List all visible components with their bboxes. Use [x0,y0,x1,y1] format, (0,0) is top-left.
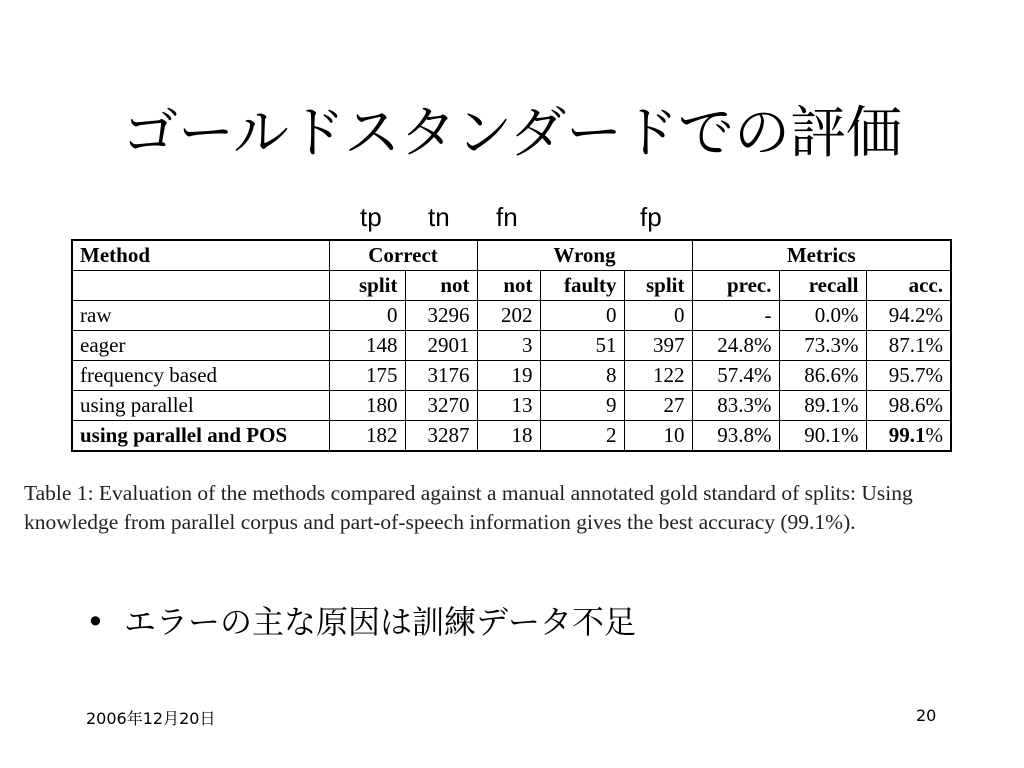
cell-recall: 0.0% [779,301,866,331]
cell-acc: 95.7% [866,361,951,391]
cell-prec: 57.4% [692,361,779,391]
best-acc-unit: % [925,423,944,447]
row-method: frequency based [72,361,329,391]
subheader-wrong-not: not [477,271,540,301]
header-metrics: Metrics [692,240,951,271]
cell-wrong-faulty: 51 [540,331,624,361]
subheader-correct-split: split [329,271,405,301]
subheader-prec: prec. [692,271,779,301]
subheader-acc: acc. [866,271,951,301]
row-method: using parallel [72,391,329,421]
row-method: using parallel and POS [72,421,329,452]
subheader-recall: recall [779,271,866,301]
annotation-tn: tn [428,202,450,232]
cell-wrong-not: 19 [477,361,540,391]
cell-recall: 73.3% [779,331,866,361]
table-group-header-row [72,240,951,271]
table-row [72,391,951,421]
cell-correct-not: 2901 [405,331,477,361]
annotation-fp: fp [640,202,662,232]
table-row [72,301,951,331]
cell-wrong-split: 10 [624,421,692,452]
table-sub-header-row [72,271,951,301]
cell-wrong-split: 397 [624,331,692,361]
table-row [72,331,951,361]
cell-recall: 90.1% [779,421,866,452]
row-method: raw [72,301,329,331]
page-number: 20 [916,706,937,725]
cell-correct-split: 0 [329,301,405,331]
subheader-wrong-split: split [624,271,692,301]
subheader-correct-not: not [405,271,477,301]
cell-wrong-faulty: 2 [540,421,624,452]
bullet-item [86,600,636,644]
cell-wrong-split: 122 [624,361,692,391]
cell-wrong-not: 202 [477,301,540,331]
cell-correct-not: 3176 [405,361,477,391]
annotation-tp: tp [360,202,382,232]
header-correct: Correct [329,240,477,271]
row-method: eager [72,331,329,361]
evaluation-table-container [71,239,950,452]
cell-wrong-faulty: 0 [540,301,624,331]
bullet-dot: • [86,603,105,641]
cell-wrong-not: 13 [477,391,540,421]
table-row-best [72,421,951,452]
table-caption: Table 1: Evaluation of the methods compared against a manual annotated gold standard of splits: Using knowledge from parallel corpus and part-of-speech information gives the best accuracy (99.1%). [24,481,913,534]
header-method: Method [72,240,329,271]
header-blank [72,271,329,301]
subheader-wrong-faulty: faulty [540,271,624,301]
cell-correct-split: 182 [329,421,405,452]
cell-correct-not: 3270 [405,391,477,421]
cell-acc: 87.1% [866,331,951,361]
cell-prec: 93.8% [692,421,779,452]
cell-wrong-not: 18 [477,421,540,452]
annotation-fn: fn [496,202,518,232]
cell-acc [866,421,951,452]
cell-correct-not: 3296 [405,301,477,331]
best-acc-value: 99.1 [888,423,926,447]
cell-acc: 98.6% [866,391,951,421]
cell-correct-split: 148 [329,331,405,361]
cell-wrong-faulty: 8 [540,361,624,391]
cell-correct-split: 180 [329,391,405,421]
cell-wrong-split: 0 [624,301,692,331]
cell-wrong-split: 27 [624,391,692,421]
cell-correct-not: 3287 [405,421,477,452]
cell-wrong-faulty: 9 [540,391,624,421]
evaluation-table [71,239,952,452]
cell-acc: 94.2% [866,301,951,331]
cell-wrong-not: 3 [477,331,540,361]
cell-prec: 24.8% [692,331,779,361]
footer-date: 2006年12月20日 [86,709,216,728]
table-row [72,361,951,391]
cell-prec: - [692,301,779,331]
cell-recall: 89.1% [779,391,866,421]
cell-correct-split: 175 [329,361,405,391]
cell-prec: 83.3% [692,391,779,421]
bullet-text: エラーの主な原因は訓練データ不足 [124,603,637,641]
header-wrong: Wrong [477,240,692,271]
slide-title: ゴールドスタンダードでの評価 [121,101,903,166]
cell-recall: 86.6% [779,361,866,391]
